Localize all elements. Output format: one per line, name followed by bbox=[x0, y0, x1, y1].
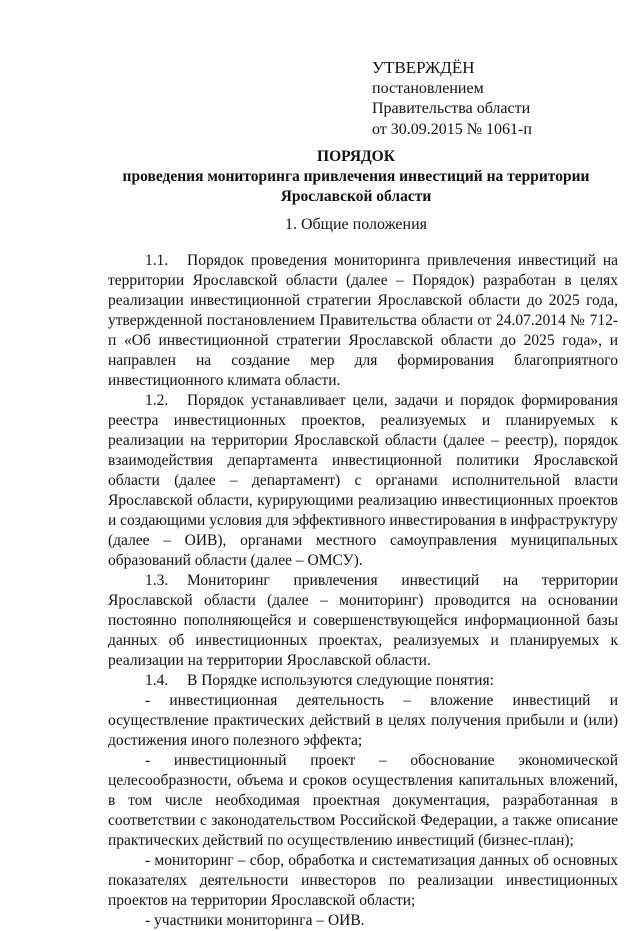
paragraph-number: 1.2. bbox=[145, 392, 169, 409]
document-body bbox=[108, 251, 618, 931]
approval-stamp bbox=[372, 58, 532, 140]
paragraph-number: 1.4. bbox=[145, 672, 169, 689]
paragraph-1-4 bbox=[108, 671, 618, 691]
definition-item: - участники мониторинга – ОИВ. bbox=[145, 912, 365, 929]
approval-line-date: от 30.09.2015 № 1061-п bbox=[372, 120, 532, 138]
document-title bbox=[96, 147, 616, 207]
paragraph-text: Мониторинг привлечения инвестиций на территории Ярославской области (далее – мониторинг) проводится на основании постоянно пополняющейся и совершенствующейся информационной базы данных об инвестиционных проектах, реализуемых и планируемых к реализации на территории Ярославской области. bbox=[108, 572, 618, 669]
paragraph-text: В Порядке используются следующие понятия: bbox=[187, 672, 494, 689]
paragraph-1-2 bbox=[108, 391, 618, 571]
definition-item: - мониторинг – сбор, обработка и систематизация данных об основных показателях деятельности инвесторов по реализации инвестиционных проектов на территории Ярославской области; bbox=[108, 852, 618, 909]
section-heading: 1. Общие положения bbox=[284, 216, 428, 233]
title-heading: ПОРЯДОК bbox=[317, 148, 395, 165]
approval-line-government: Правительства области bbox=[372, 100, 531, 117]
paragraph-number: 1.3. bbox=[145, 572, 169, 589]
paragraph-text: Порядок устанавливает цели, задачи и порядок формирования реестра инвестиционных проектов, реализуемых и планируемых к реализации на территории Ярославской области (далее – реестр), порядок взаимодействия департамента инвестиционной политики Ярославской области (далее – департамент) с органами исполнительной власти Ярославской области, курирующими реализацию инвестиционных проектов и создающими условия для эффективного инвестирования в инфраструктуру (далее – ОИВ), органами местного самоуправления муниципальных образований области (далее – ОМСУ). bbox=[108, 392, 619, 569]
definition-item: - инвестиционная деятельность – вложение инвестиций и осуществление практических действий в целях получения прибыли и (или) достижения иного полезного эффекта; bbox=[108, 692, 618, 749]
definition-item: - инвестиционный проект – обоснование экономической целесообразности, объема и сроков осуществления капитальных вложений, в том числе необходимая проектная документация, разработанная в соответствии с законодательством Российской Федерации, а также описание практических действий по осуществлению инвестиций (бизнес-план); bbox=[108, 752, 618, 849]
paragraph-1-1 bbox=[108, 251, 618, 391]
approval-line-decree: постановлением bbox=[372, 79, 484, 97]
title-subtitle-line1: проведения мониторинга привлечения инвестиций на территории bbox=[122, 168, 590, 185]
paragraph-1-3 bbox=[108, 571, 618, 671]
title-subtitle-line2: Ярославской области bbox=[280, 188, 432, 205]
paragraph-number: 1.1. bbox=[145, 252, 169, 269]
approval-title: УТВЕРЖДЁН bbox=[372, 58, 475, 77]
paragraph-text: Порядок проведения мониторинга привлечения инвестиций на территории Ярославской области (далее – Порядок) разработан в целях реализации инвестиционной стратегии Ярославской области до 2025 года, утвержденной постановлением Правительства области от 24.07.2014 № 712-п «Об инвестиционной стратегии Ярославской области до 2025 года», и направлен на создание мер для формирования благоприятного инвестиционного климата области. bbox=[108, 252, 618, 389]
